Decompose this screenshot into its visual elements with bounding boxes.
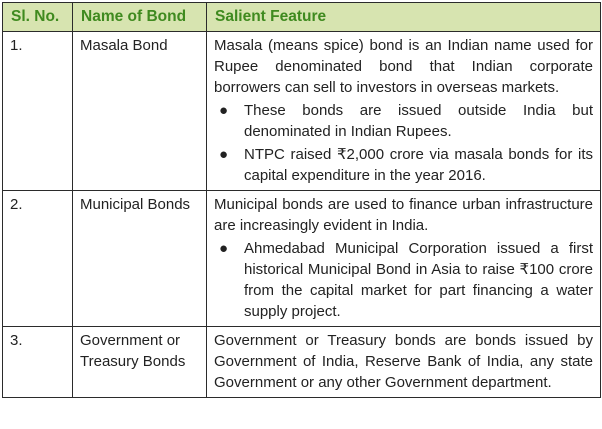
list-item: [214, 238, 593, 322]
row-salient-feature: [207, 191, 601, 327]
list-item: [214, 144, 593, 186]
feature-description: Government or Treasury bonds are bonds issued by Government of India, Reserve Bank of India, any state Government or any other Government department.: [214, 332, 593, 391]
row-salient-feature: [207, 327, 601, 398]
table-row: [3, 327, 601, 398]
feature-point-text: NTPC raised ₹2,000 crore via masala bonds for its capital expenditure in the year 2016.: [244, 146, 593, 184]
header-name-of-bond: Name of Bond: [73, 3, 207, 32]
feature-points: [214, 238, 593, 322]
feature-point-text: Ahmedabad Municipal Corporation issued a first historical Municipal Bond in Asia to raise ₹100 crore from the capital market for part financing a water supply project.: [244, 240, 593, 320]
table-row: [3, 191, 601, 327]
header-salient-feature: Salient Feature: [207, 3, 601, 32]
bullet-dot-icon: ●: [219, 102, 229, 119]
row-bond-name: Government or Treasury Bonds: [73, 327, 207, 398]
row-bond-name: Masala Bond: [73, 32, 207, 191]
feature-description: Municipal bonds are used to finance urban infrastructure are increasingly evident in India.: [214, 196, 593, 234]
table-row: [3, 32, 601, 191]
row-salient-feature: [207, 32, 601, 191]
row-sl-no: 1.: [3, 32, 73, 191]
row-sl-no: 2.: [3, 191, 73, 327]
table-header-row: [3, 3, 601, 32]
feature-point-text: These bonds are issued outside India but denominated in Indian Rupees.: [244, 102, 593, 140]
header-sl-no: Sl. No.: [3, 3, 73, 32]
bonds-table: [2, 2, 601, 398]
row-bond-name: Municipal Bonds: [73, 191, 207, 327]
list-item: [214, 100, 593, 142]
feature-points: [214, 100, 593, 186]
bullet-dot-icon: ●: [219, 146, 229, 163]
feature-description: Masala (means spice) bond is an Indian name used for Rupee denominated bond that Indian corporate borrowers can sell to investors in overseas markets.: [214, 37, 593, 96]
row-sl-no: 3.: [3, 327, 73, 398]
bullet-dot-icon: ●: [219, 240, 229, 257]
